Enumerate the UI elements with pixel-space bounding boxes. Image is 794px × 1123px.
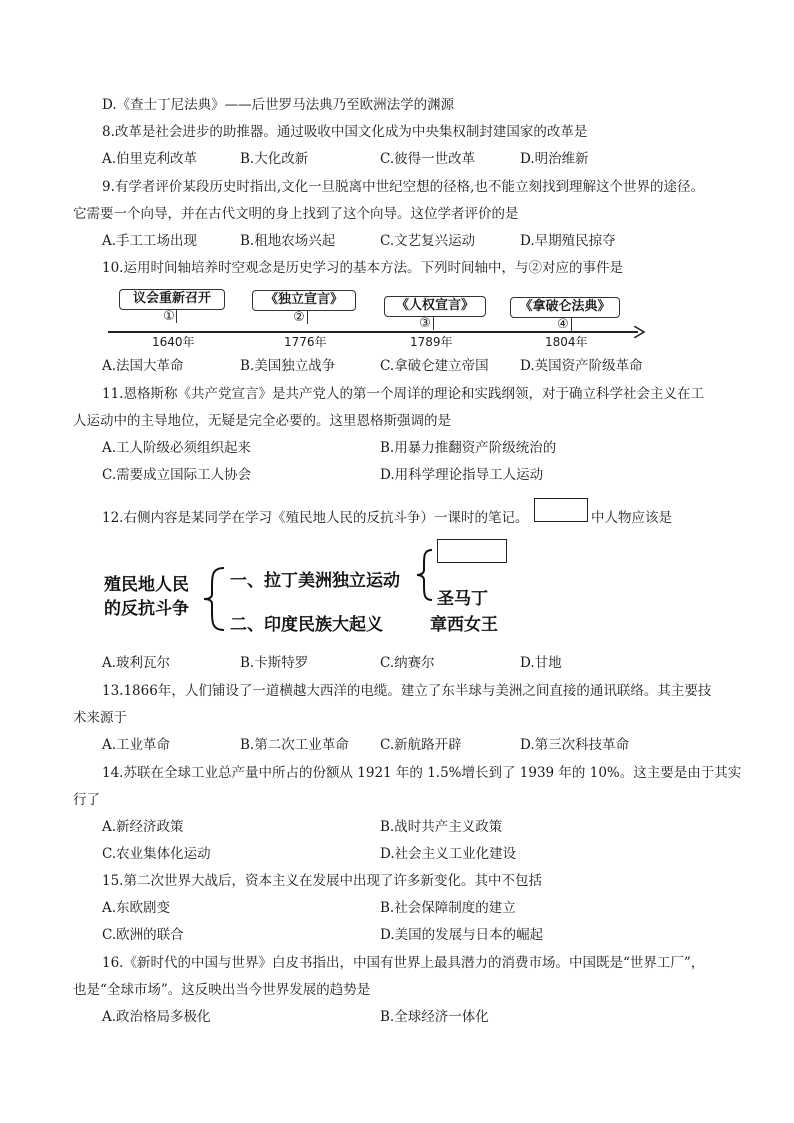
q13-stem-line1: 13.1866年，人们铺设了一道横越大西洋的电缆。建立了东半球与美洲之间直接的通讯联络。其主要技: [102, 683, 712, 699]
q15-option-c: C.欧洲的联合: [102, 927, 184, 943]
notes-left-line1: 殖民地人民: [104, 575, 189, 595]
q13-option-a: A.工业革命: [102, 737, 171, 753]
notes-item2: 二、印度民族大起义: [230, 615, 383, 635]
timeline-num-3: ③: [419, 316, 431, 331]
timeline-num-2: ②: [293, 310, 305, 325]
q16-option-a: A.政治格局多极化: [102, 1009, 211, 1025]
timeline-year-4: 1804年: [545, 335, 588, 349]
q11-option-c: C.需要成立国际工人协会: [102, 467, 252, 483]
q9-option-d: D.早期殖民掠夺: [520, 233, 616, 249]
timeline-num-1: ①: [163, 309, 175, 324]
q16-stem-line2: 也是“全球市场”。这反映出当今世界发展的趋势是: [73, 982, 371, 998]
timeline-label-1: 议会重新召开: [119, 289, 225, 310]
notes-right-brace-icon: [414, 548, 436, 602]
q13-option-b: B.第二次工业革命: [240, 737, 349, 753]
q9-option-a: A.手工工场出现: [102, 233, 198, 249]
q8-option-b: B.大化改新: [240, 151, 309, 167]
q8-option-a: A.伯里克利改革: [102, 151, 198, 167]
q13-stem-line2: 术来源于: [73, 710, 127, 726]
timeline-num-4: ④: [557, 317, 569, 332]
q15-stem: 15.第二次世界大战后，资本主义在发展中出现了许多新变化。其中不包括: [102, 873, 542, 889]
notes-left-line2: 的反抗斗争: [104, 599, 189, 619]
notes-item1: 一、拉丁美洲独立运动: [230, 571, 400, 591]
q8-stem: 8.改革是社会进步的助推器。通过吸收中国文化成为中央集权制封建国家的改革是: [102, 124, 588, 140]
q10-stem: 10.运用时间轴培养时空观念是历史学习的基本方法。下列时间轴中，与②对应的事件是: [102, 260, 623, 276]
q14-option-c: C.农业集体化运动: [102, 846, 211, 862]
q12-option-b: B.卡斯特罗: [240, 655, 309, 671]
q12-option-d: D.甘地: [520, 655, 562, 671]
q11-option-b: B.用暴力推翻资产阶级统治的: [380, 440, 557, 456]
notes-person2: 章西女王: [430, 615, 498, 635]
q9-option-c: C.文艺复兴运动: [380, 233, 476, 249]
q12-stem-part1: 12.右侧内容是某同学在学习《殖民地人民的反抗斗争）一课时的笔记。: [102, 510, 529, 526]
q14-option-b: B.战时共产主义政策: [380, 819, 503, 835]
q12-option-c: C.纳赛尔: [380, 655, 435, 671]
q11-option-d: D.用科学理论指导工人运动: [380, 467, 544, 483]
q9-stem-line2: 它需要一个向导，并在古代文明的身上找到了这个向导。这位学者评价的是: [73, 206, 519, 222]
timeline-year-1: 1640年: [152, 335, 195, 349]
q16-stem-line1: 16.《新时代的中国与世界》白皮书指出，中国有世界上最具潜力的消费市场。中国既是“世界工厂”，: [102, 955, 705, 971]
q15-option-b: B.社会保障制度的建立: [380, 900, 516, 916]
q11-stem-line1: 11.恩格斯称《共产党宣言》是共产党人的第一个周详的理论和实践纲领，对于确立科学社会主义在工: [102, 386, 704, 402]
q10-option-c: C.拿破仑建立帝国: [380, 358, 489, 374]
q12-option-a: A.玻利瓦尔: [102, 655, 171, 671]
q14-stem-line2: 行了: [73, 792, 100, 808]
q12-stem-part2: 中人物应该是: [591, 510, 672, 526]
notes-person1: 圣马丁: [437, 589, 488, 609]
timeline-year-2: 1776年: [284, 335, 327, 349]
timeline-label-4: 《拿破仑法典》: [510, 297, 620, 318]
q16-option-b: B.全球经济一体化: [380, 1009, 489, 1025]
timeline-label-2: 《独立宣言》: [252, 290, 356, 311]
timeline-label-3: 《人权宣言》: [384, 296, 486, 317]
q8-option-d: D.明治维新: [520, 151, 589, 167]
q10-option-b: B.美国独立战争: [240, 358, 336, 374]
q10-option-d: D.英国资产阶级革命: [520, 358, 643, 374]
q14-option-a: A.新经济政策: [102, 819, 184, 835]
q9-stem-line1: 9.有学者评价某段历史时指出,文化一旦脱离中世纪空想的径格,也不能立刻找到理解这个世界的途径。: [102, 179, 704, 195]
timeline-year-3: 1789年: [410, 335, 453, 349]
q8-option-c: C.彼得一世改革: [380, 151, 476, 167]
q13-option-c: C.新航路开辟: [380, 737, 462, 753]
q11-stem-line2: 人运动中的主导地位，无疑是完全必要的。这里恩格斯强调的是: [73, 413, 451, 429]
q14-stem-line1: 14.苏联在全球工业总产量中所占的份额从 1921 年的 1.5%增长到了 1939 年的 10%。这主要是由于其实: [102, 765, 742, 781]
q10-option-a: A.法国大革命: [102, 358, 184, 374]
q7-option-d: D.《查士丁尼法典》——后世罗马法典乃至欧洲法学的渊源: [102, 97, 455, 113]
q15-option-d: D.美国的发展与日本的崛起: [380, 927, 544, 943]
q12-blank-box: [534, 498, 588, 522]
q15-option-a: A.东欧剧变: [102, 900, 171, 916]
q11-option-a: A.工人阶级必须组织起来: [102, 440, 252, 456]
notes-blank-box: [437, 539, 507, 563]
q13-option-d: D.第三次科技革命: [520, 737, 630, 753]
q14-option-d: D.社会主义工业化建设: [380, 846, 517, 862]
q9-option-b: B.租地农场兴起: [240, 233, 336, 249]
timeline-arrow-icon: [634, 326, 646, 338]
notes-left-brace-icon: [200, 566, 228, 632]
